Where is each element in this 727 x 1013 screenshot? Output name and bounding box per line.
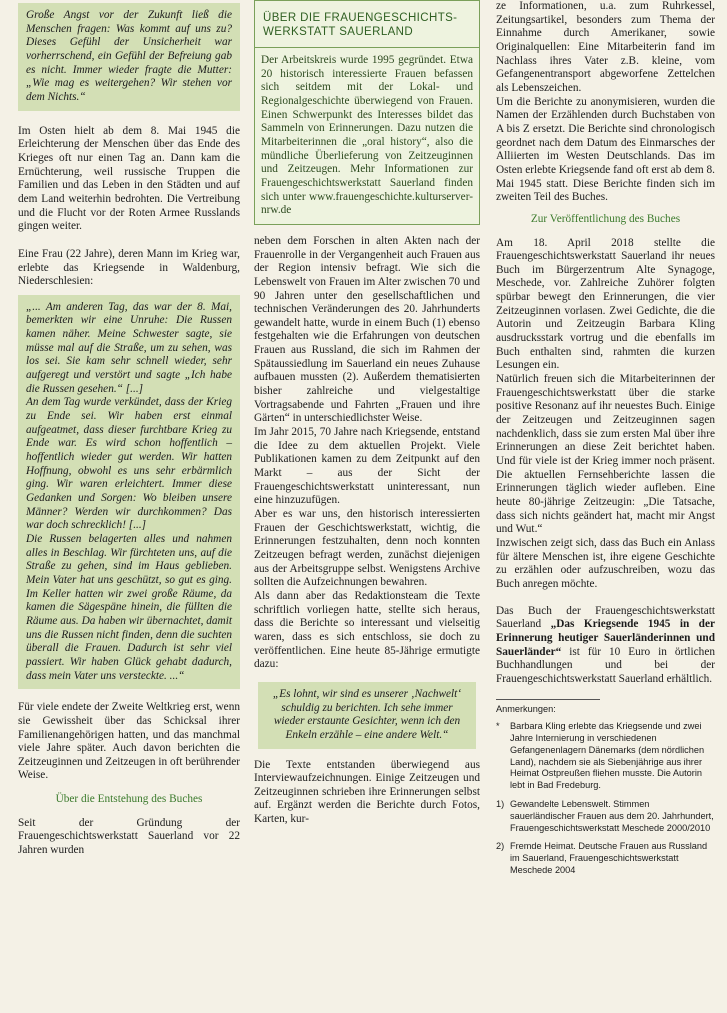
paragraph-presentation: Am 18. April 2018 stellte die Frauengeschichtswerkstatt Sauerland ihr neues Buch im Bürgerzentrum Alte Synagoge, Meschede, vor. Zahlreiche Zuhörer folgten spürbar bewegt den Erinnerungen, die vier Zeitzeuginnen vorlasen. Zwei Gedichte, die die Autorin und Zeitzeugin Barbara Kling ausdrucksstark vortrug und die ebenfalls im Buch enthalten sind, rahmten die kurzen Lesungen ein. — [496, 236, 715, 372]
pull-quote — [258, 682, 476, 749]
book-info-start: Das Buch der Frauengeschichtswerkstatt Sauerland — [496, 604, 715, 631]
paragraph-occasion: Inzwischen zeigt sich, dass das Buch ein Anlass für ältere Menschen ist, ihre eigene Geschichte zu erzählen oder aufzuschreiben, wozu das Buch anregen möchte. — [496, 536, 715, 590]
paragraph-publish: Als dann aber das Redaktionsteam die Texte schriftlich vorliegen hatte, stellte sich heraus, dass die Berichte so interessant und vielseitig waren, dass es sich entschloss, sie doch zu veröffentlichen. Eine heute 85-Jährige ermutigte dazu: — [254, 589, 480, 671]
footnote-text: Fremde Heimat. Deutsche Frauen aus Russland im Sauerland, Frauengeschichtswerkstatt Meschede 2004 — [510, 841, 708, 876]
quote-box-fear — [18, 3, 240, 111]
paragraph-founding: Seit der Gründung der Frauengeschichtswerkstatt Sauerland vor 22 Jahren wurden — [18, 816, 240, 857]
footnote-mark: * — [496, 721, 500, 732]
pull-quote-text: „Es lohnt, wir sind es unserer ‚Nachwelt‘ schuldig zu berichten. Ich sehe immer wieder erstaunte Gesichter, wenn ich den Enkeln erzähle – eine andere Welt.“ — [272, 687, 462, 741]
paragraph-important: Aber es war uns, den historisch interessierten Frauen der Geschichtswerkstatt, wichtig, die Erinnerungen festzuhalten, denn noch konnten Zeitzeugen befragt werden, zunächst diejenigen aus der Arbeitsgruppe selbst. Wenigstens Archive sollten die Aufzeichnungen bewahren. — [254, 508, 480, 589]
quote-waldenburg-3: Die Russen belagerten alles und nahmen alles in Beschlag. Wir fürchteten uns, auf die Straße zu gehen, sind im Haus geblieben. Mein Vater hat uns geschützt, so gut es ging. Im Keller hatten wir zwei große Räume, da kamen die Sägespäne hinein, die füllten die Räume aus. Da haben wir übernachtet, damit uns die Russen nicht finden, denn die suchten überall die Frauen. Dadurch ist sehr viel passiert. Wir haben Glück gehabt dadurch, dass mein Vater uns versteckte. ...“ — [26, 532, 232, 682]
book-info-end: ist für 10 Euro in örtlichen Buchhandlungen und bei der Frauengeschichtswerkstatt Sauerland erhältlich. — [496, 645, 715, 685]
footnote-text: Barbara Kling erlebte das Kriegsende und zwei Jahre Internierung in verschiedenen Gefangenenlagern Dänemarks (dem nördlichen Land), nachdem sie als Siebenjährige aus ihrer Heimat Ostpreußen fliehen musste. Die Autorin lebt in Bad Fredeburg. — [510, 721, 705, 791]
footnote-star — [496, 721, 715, 792]
info-box — [254, 0, 480, 225]
info-box-text: Der Arbeitskreis wurde 1995 gegründet. Etwa 20 historisch interessierte Frauen befassen sich seitdem mit der Lokal- und Regionalgeschichte überwiegend von Frauen. Einen Schwerpunkt des Interesses bildet das Sammeln von Erinnerungen. Dazu nutzen die Mitarbeiterinnen die „oral history“, also die mündliche Überlieferung von Zeitzeuginnen und Zeitzeugen. Mehr Informationen zur Frauengeschichtswerkstatt Sauerland finden sich unter www.frauengeschichte.kulturserver-nrw.de — [261, 54, 473, 217]
column-2 — [254, 0, 480, 827]
paragraph-sources: ze Informationen, u.a. zum Ruhrkessel, Zeitungsartikel, besonders zum Thema der Einnahme durch Amerikaner, sowie Originalquellen: Eine Mitarbeiterin fand im Nachlass ihres Vater z.B. kleine, vom Gefangenentransport abgeworfene Zettelchen als Lebenszeichen. — [496, 0, 715, 94]
paragraph-resonance: Natürlich freuen sich die Mitarbeiterinnen der Frauengeschichtswerkstatt über die starke positive Resonanz auf ihr neuestes Buch. Einige der Zeitzeugen und Zeitzeuginnen sagen nachdenklich, dass sie zum ersten Mal über ihre Erinnerungen an diese Zeit berichtet haben. Und für viele ist der Krieg immer noch präsent. Die aktuellen Fernsehberichte lassen die Erinnerungen täglich wieder aufleben. Eine heute 80-jährige Zeitzeugin: „Die Tatsache, dass sich nichts geändert hat, macht mir Angst und Wut.“ — [496, 373, 715, 536]
heading-origin: Über die Entstehung des Buches — [55, 793, 203, 806]
quote-fear-text: Große Angst vor der Zukunft ließ die Menschen fragen: Was kommt auf uns zu? Dieses Gefühl der Unsicherheit war vorherrschend, ein Gefühl der Befreiung gab es nicht. Immer wieder fragte die Mutter: „Wie mag es weitergehen? Wir stehen vor dem Nichts.“ — [26, 9, 232, 103]
footnote-text: Gewandelte Lebenswelt. Stimmen sauerländischer Frauen aus dem 20. Jahrhundert, Frauengeschichtswerkstatt Meschede 2000/2010 — [510, 799, 714, 833]
paragraph-anonymize: Um die Berichte zu anonymisieren, wurden die Namen der Erzählenden durch Buchstaben von A bis Z ersetzt. Die Berichte sind chronologisch geordnet nach dem Datum des Einmarsches der Alliierten im Westen Deutschlands. Das im Osten erlebte Kriegsende fand oft erst ab dem 8. Mai 1945 statt. Diese Berichte finden sich im zweiten Teil des Buches. — [496, 95, 715, 204]
paragraph-end-war: Für viele endete der Zweite Weltkrieg erst, wenn sie Gewissheit über das Schicksal ihrer Familienangehörigen hatten, und das manchmal viele Jahre später. Auch davon berichten die Zeitzeuginnen und Zeitzeugen in oft berührender Weise. — [18, 701, 240, 782]
paragraph-woman-intro: Eine Frau (22 Jahre), deren Mann im Krieg war, erlebte das Kriegsende in Waldenburg, Niederschlesien: — [18, 247, 240, 288]
paragraph-2015: Im Jahr 2015, 70 Jahre nach Kriegsende, entstand die Idee zu dem aktuellen Projekt. Viele Publikationen kamen zu dem Zeitpunkt auf den Markt – aus der Sicht der Frauengeschichtswerkstatt uninteressant, nun eine hinzuzufügen. — [254, 426, 480, 507]
column-3 — [496, 0, 715, 884]
paragraph-east: Im Osten hielt ab dem 8. Mai 1945 die Erleichterung der Menschen über das Ende des Krieges oft nur einen Tag an. Dann kam die Ernüchterung, weil russische Truppen die Familien und das Leben in den Städten und auf dem Land weiterhin bedrohten. Die Vertreibung und die Flucht vor der Roten Armee Russlands gingen weiter. — [18, 124, 240, 233]
column-1 — [18, 0, 240, 858]
footnotes-rule — [496, 699, 600, 700]
footnotes — [496, 699, 715, 877]
quote-waldenburg-2: An dem Tag wurde verkündet, dass der Krieg zu Ende sei. Wir haben erst einmal aufgeatmet, dass dieser furchtbare Krieg zu Ende war. Es wird schon hoffentlich – hoffentlich wieder gut werden. Wir hatten Hoffnung, obwohl es uns sehr erbärmlich ging. Wir waren erleichtert. Immer diese Gedanken und Sorgen: Wo bleiben unsere Männer? Werden wir durchkommen? Das war doch schrecklich! [...] — [26, 396, 232, 532]
paragraph-texts: Die Texte entstanden überwiegend aus Interviewaufzeichnungen. Einige Zeitzeugen und Zeitzeuginnen schrieben ihre Erinnerungen selbst auf. Ergänzt werden die Berichte durch Fotos, Karten, kur- — [254, 758, 480, 826]
footnote-mark: 1) — [496, 799, 505, 810]
info-box-title: ÜBER DIE FRAUENGESCHICHTS-WERKSTATT SAUERLAND — [255, 1, 479, 48]
footnote-mark: 2) — [496, 841, 505, 852]
quote-waldenburg-1: „... Am anderen Tag, das war der 8. Mai, bemerkten wir eine Unruhe: Die Russen kamen näher. Meine Schwester sagte, sie müsse mal auf die Straße, um zu sehen, was los sei. Sie kam sehr schnell wieder, sehr aufgeregt und verstört und sagte „Ich habe die Russen gesehen.“ [...] — [26, 300, 232, 395]
footnotes-heading: Anmerkungen: — [496, 703, 556, 714]
quote-box-waldenburg — [18, 295, 240, 689]
paragraph-book-info — [496, 605, 715, 687]
footnote-1 — [496, 799, 715, 834]
paragraph-research: neben dem Forschen in alten Akten nach der Frauenrolle in der Vergangenheit auch Frauen aus der Region intensiv befragt. Wie sich die Lebenswelt von Frauen im Alter zwischen 70 und 90 Jahren unter den gesellschaftlichen und technischen Veränderungen des 20. Jahrhunderts gewandelt hatte, wurde in einem Buch (1) ebenso festgehalten wie die Erfahrungen von deutschen Frauen aus Russland, die sich im Rahmen der Spätaussiedlung im Sauerland ein neues Zuhause aufbauen mussten (2). Außerdem thematisierten bisher zahlreiche und vielgestaltige Vortragsabende und Fahrten „Frauen und ihre Gärten“ in unterschiedlichster Weise. — [254, 234, 480, 425]
heading-publication: Zur Veröffentlichung des Buches — [530, 212, 681, 225]
book-title: „Das Kriegsende 1945 in der Erinnerung heutiger Sauerländerinnen und Sauerländer“ — [496, 618, 715, 658]
footnote-2 — [496, 841, 715, 876]
